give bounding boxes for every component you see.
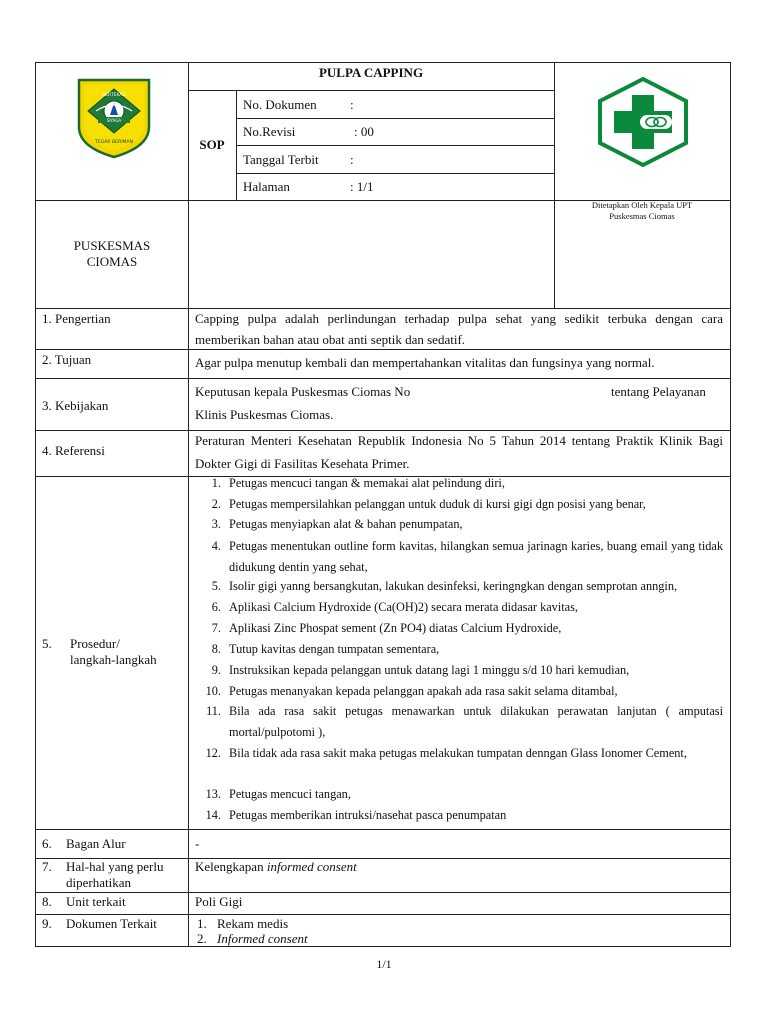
step-number: 2. bbox=[211, 497, 221, 511]
page-number: 1/1 bbox=[376, 957, 392, 971]
bagan-number: 6. bbox=[42, 836, 52, 851]
step-text: Petugas mempersilahkan pelanggan untuk duduk di kursi gigi dgn posisi yang benar, bbox=[229, 497, 646, 511]
document-title: PULPA CAPPING bbox=[318, 65, 424, 80]
bagan-label: Bagan Alur bbox=[66, 836, 126, 851]
hal-text-plain: Kelengkapan bbox=[195, 859, 267, 874]
tujuan-label: 2. Tujuan bbox=[42, 352, 92, 367]
field-label-halaman: Halaman bbox=[243, 179, 290, 194]
hal-label-2: diperhatikan bbox=[66, 875, 131, 890]
field-label-no-revisi: No.Revisi bbox=[243, 124, 296, 139]
step-text: Petugas menanyakan kepada pelanggan apakah ada rasa sakit selama ditambal, bbox=[229, 684, 618, 698]
dokumen-item-text: Informed consent bbox=[217, 931, 308, 946]
step-text: Aplikasi Zinc Phospat sement (Zn PO4) diatas Calcium Hydroxide, bbox=[229, 621, 562, 635]
bagan-text: - bbox=[195, 836, 200, 851]
referensi-text: Peraturan Menteri Kesehatan Republik Indonesia No 5 Tahun 2014 tentang Praktik Klinik Bagi Dokter Gigi di Fasilitas Kesehata Primer. bbox=[195, 433, 723, 471]
puskesmas-logo bbox=[596, 77, 690, 167]
prosedur-number: 5. bbox=[42, 636, 52, 651]
step-number: 10. bbox=[205, 684, 221, 698]
kebijakan-text-b: tentang Pelayanan bbox=[611, 384, 706, 399]
step-text: Petugas memberikan intruksi/nasehat pasca penumpatan bbox=[229, 808, 507, 822]
step-text: Petugas menyiapkan alat & bahan penumpatan, bbox=[229, 517, 463, 531]
approval-line-1: Ditetapkan Oleh Kepala UPT bbox=[591, 200, 693, 210]
emblem-text-top: BERTEKAD bbox=[102, 93, 126, 98]
step-number: 8. bbox=[211, 642, 221, 656]
referensi-label: 4. Referensi bbox=[42, 443, 105, 458]
field-value-no-dokumen: : bbox=[350, 97, 354, 112]
step-number: 3. bbox=[211, 517, 221, 531]
unit-label: Unit terkait bbox=[66, 894, 126, 909]
unit-number: 8. bbox=[42, 894, 52, 909]
step-text: Tutup kavitas dengan tumpatan sementara, bbox=[229, 642, 440, 656]
step-text: Petugas mencuci tangan, bbox=[229, 787, 351, 801]
kebijakan-label: 3. Kebijakan bbox=[42, 398, 109, 413]
step-number: 13. bbox=[205, 787, 221, 801]
step-number: 6. bbox=[211, 600, 221, 614]
step-text: Petugas mencuci tangan & memakai alat pelindung diri, bbox=[229, 476, 505, 490]
district-emblem bbox=[76, 77, 152, 159]
dokumen-item-number: 1. bbox=[197, 916, 207, 931]
kebijakan-text-c: Klinis Puskesmas Ciomas. bbox=[195, 407, 334, 422]
dokumen-item-number: 2. bbox=[197, 931, 207, 946]
step-text: Isolir gigi yanng bersangkutan, lakukan desinfeksi, keringngkan dengan semprotan anngin, bbox=[229, 579, 678, 593]
step-text: Petugas menentukan outline form kavitas, hilangkan semua jarinagn karies, buang email yang tidak didukung dentin yang sehat, bbox=[229, 539, 723, 574]
sop-document bbox=[35, 62, 731, 947]
hal-text-italic: informed consent bbox=[266, 859, 357, 874]
step-number: 9. bbox=[211, 663, 221, 677]
step-text: Bila ada rasa sakit petugas menawarkan untuk dilakukan perawatan lanjutan ( amputasi mortal/pulpotomi ), bbox=[229, 704, 723, 739]
field-value-halaman: : 1/1 bbox=[350, 179, 374, 194]
hal-number: 7. bbox=[42, 859, 52, 874]
hal-label-1: Hal-hal yang perlu bbox=[66, 859, 164, 874]
field-value-no-revisi: : 00 bbox=[354, 124, 374, 139]
step-number: 1. bbox=[211, 476, 221, 490]
hal-text bbox=[195, 859, 357, 875]
field-value-tanggal-terbit: : bbox=[350, 152, 354, 167]
tujuan-text: Agar pulpa menutup kembali dan mempertahankan vitalitas dan fungsinya yang normal. bbox=[195, 355, 655, 370]
step-number: 14. bbox=[205, 808, 221, 822]
unit-text: Poli Gigi bbox=[195, 894, 243, 909]
approval-line-2: Puskesmas Ciomas bbox=[609, 211, 675, 221]
step-text: Bila tidak ada rasa sakit maka petugas melakukan tumpatan denngan Glass Ionomer Cement, bbox=[229, 746, 687, 760]
step-number: 5. bbox=[211, 579, 221, 593]
step-number: 12. bbox=[205, 746, 221, 760]
dokumen-number: 9. bbox=[42, 916, 52, 931]
kebijakan-text-a: Keputusan kepala Puskesmas Ciomas No bbox=[195, 384, 411, 399]
pengertian-text: Capping pulpa adalah perlindungan terhadap pulpa sehat yang sedikit terbuka dengan cara memberikan bahan atau obat anti septik dan sedatif. bbox=[195, 311, 723, 347]
field-label-no-dokumen: No. Dokumen bbox=[243, 97, 317, 112]
step-number: 4. bbox=[211, 539, 221, 553]
emblem-text-mid: SIYAGA bbox=[106, 118, 122, 123]
pengertian-label: 1. Pengertian bbox=[42, 311, 111, 326]
prosedur-label-2: langkah-langkah bbox=[70, 652, 157, 667]
organization-name: PUSKESMAS CIOMAS bbox=[73, 238, 151, 269]
dokumen-label: Dokumen Terkait bbox=[66, 916, 157, 931]
emblem-motto: TEGAR BERIMAN bbox=[94, 140, 134, 145]
prosedur-label-1: Prosedur/ bbox=[70, 636, 120, 651]
dokumen-item-text: Rekam medis bbox=[217, 916, 289, 931]
step-number: 11. bbox=[206, 704, 221, 718]
step-text: Aplikasi Calcium Hydroxide (Ca(OH)2) secara merata didasar kavitas, bbox=[229, 600, 578, 614]
sop-label: SOP bbox=[199, 137, 225, 152]
step-number: 7. bbox=[211, 621, 221, 635]
step-text: Instruksikan kepada pelanggan untuk datang lagi 1 minggu s/d 10 hari kemudian, bbox=[229, 663, 630, 677]
field-label-tanggal-terbit: Tanggal Terbit bbox=[243, 152, 319, 167]
